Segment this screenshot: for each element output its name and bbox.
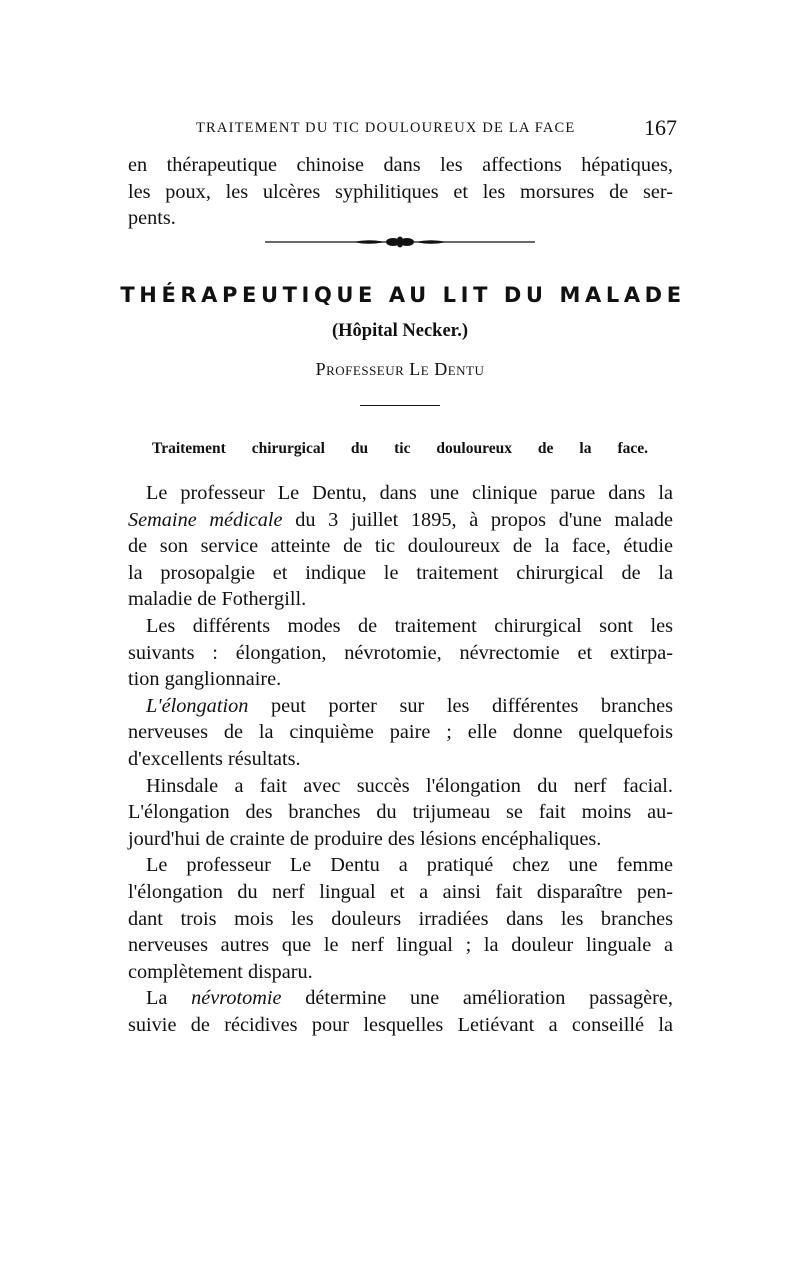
text-line: Hinsdale a fait avec succès l'élongation du nerf facial. xyxy=(146,774,673,797)
text-line xyxy=(128,507,673,534)
text-line: suivie de récidives pour lesquelles Letiévant a conseillé la xyxy=(128,1013,673,1036)
text-line xyxy=(128,693,673,720)
running-head xyxy=(0,115,800,142)
text-line: L'élongation des branches du trijumeau se fait moins au- xyxy=(128,801,673,824)
text-line: nerveuses de la cinquième paire ; elle donne quelquefois xyxy=(128,721,673,744)
intro-paragraph xyxy=(128,152,673,232)
section-divider xyxy=(360,405,440,406)
text-run: du 3 juillet 1895, à propos d'une malade xyxy=(282,508,673,531)
text-line: d'excellents résultats. xyxy=(128,747,301,770)
text-line: de son service atteinte de tic douloureux de la face, étudie xyxy=(128,535,673,558)
text-line: Le professeur Le Dentu a pratiqué chez une femme xyxy=(146,854,673,877)
text-line: Le professeur Le Dentu, dans une clinique parue dans la xyxy=(146,482,673,504)
running-title: TRAITEMENT DU TIC DOULOUREUX DE LA FACE xyxy=(196,120,576,136)
journal-title: Semaine médicale xyxy=(128,508,283,531)
text-line: suivants : élongation, névrotomie, névrectomie et extirpa- xyxy=(128,641,673,664)
text-line: tion ganglionnaire. xyxy=(128,668,282,691)
text-line: complètement disparu. xyxy=(128,960,313,983)
text-line: nerveuses autres que le nerf lingual ; la douleur linguale a xyxy=(128,934,673,957)
emphasis-term: L'élongation xyxy=(146,694,249,717)
decorative-rule-ornament-icon xyxy=(265,236,535,248)
text-line: dant trois mois les douleurs irradiées dans les branches xyxy=(128,907,673,930)
text-line: les poux, les ulcères syphilitiques et les morsures de ser- xyxy=(128,180,673,203)
text-line: la prosopalgie et indique le traitement chirurgical de la xyxy=(128,561,673,584)
professor-name: Professeur Le Dentu xyxy=(315,359,485,379)
text-run: La xyxy=(146,987,192,1010)
text-line: l'élongation du nerf lingual et a ainsi fait disparaître pen- xyxy=(128,880,673,903)
body-text xyxy=(128,480,673,1038)
text-line: jourd'hui de crainte de produire des lésions encéphaliques. xyxy=(128,827,602,850)
text-line: Les différents modes de traitement chirurgical sont les xyxy=(146,614,673,637)
text-line: pents. xyxy=(128,207,176,230)
emphasis-term: névrotomie xyxy=(191,987,282,1010)
text-line: en thérapeutique chinoise dans les affections hépatiques, xyxy=(128,154,673,176)
lesson-title: Traitement chirurgical du tic douloureux de la face. xyxy=(152,440,648,457)
text-run: peut porter sur les différentes branches xyxy=(248,694,673,717)
text-line xyxy=(128,985,673,1012)
text-line: maladie de Fothergill. xyxy=(128,588,307,611)
text-run: détermine une amélioration passagère, xyxy=(281,987,673,1010)
hospital-location: (Hôpital Necker.) xyxy=(332,321,468,341)
page-number: 167 xyxy=(644,115,677,140)
section-title: THÉRAPEUTIQUE AU LIT DU MALADE xyxy=(120,283,686,307)
